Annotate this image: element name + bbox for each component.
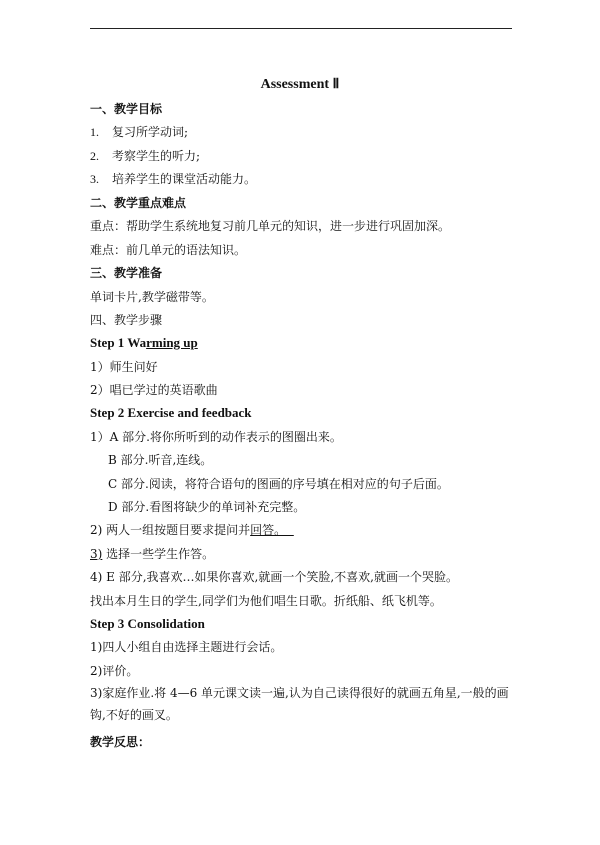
item-number: 2. [90,149,99,163]
list-item: 找出本月生日的学生,同学们为他们唱生日歌。折纸船、纸飞机等。 [90,594,442,608]
difficulty-text: 难点：前几单元的语法知识。 [90,243,247,257]
section-heading-steps: 四、教学步骤 [90,313,163,327]
list-item [90,148,200,164]
page-title: Assessment Ⅱ [260,77,340,92]
list-item: 1）A 部分.将你所听到的动作表示的图圈出来。 [90,430,342,444]
list-item: 3)家庭作业.将 4—6 单元课文读一遍,认为自己读得很好的就画五角星,一般的画钩,不好的画叉。 [90,686,509,722]
key-point-text: 重点：帮助学生系统地复习前几单元的知识，进一步进行巩固加深。 [90,219,451,233]
list-item [90,171,256,187]
step3-heading: Step 3 Consolidation [90,616,205,631]
list-item [90,546,214,562]
item-number: 3. [90,172,99,186]
item-text: 2) 两人一组按题目要求提问并 [90,523,251,537]
list-item: 1）师生问好 [90,360,158,374]
item-text-underlined: 回答。 [250,523,294,537]
reflection-heading: 教学反思： [90,735,151,749]
item-number: 3) [90,547,103,561]
list-item [90,522,294,538]
step1-heading [90,335,198,351]
list-item: D 部分.看图将缺少的单词补充完整。 [108,500,306,514]
list-item: 2)评价。 [90,664,139,678]
list-item: 2）唱已学过的英语歌曲 [90,383,218,397]
item-text: 考察学生的听力; [112,149,201,163]
preparation-text: 单词卡片,教学磁带等。 [90,290,214,304]
item-number: 1. [90,125,99,139]
list-item: 4) E 部分,我喜欢…如果你喜欢,就画一个笑脸,不喜欢,就画一个哭脸。 [90,570,458,584]
list-item: C 部分.阅读，将符合语句的图画的序号填在相对应的句子后面。 [108,477,449,491]
step2-heading: Step 2 Exercise and feedback [90,405,252,420]
section-heading-preparation: 三、教学准备 [90,266,163,280]
list-item: 1)四人小组自由选择主题进行会话。 [90,640,283,654]
header-rule [90,28,512,29]
list-item: B 部分.听音,连线。 [108,453,213,467]
list-item [90,124,188,140]
item-text: 选择一些学生作答。 [102,547,215,561]
section-heading-objectives: 一、教学目标 [90,102,163,116]
step1-heading-underlined: rming up [146,335,198,350]
item-text: 培养学生的课堂活动能力。 [112,172,257,186]
section-heading-key-points: 二、教学重点难点 [90,196,187,210]
item-text: 复习所学动词; [112,125,189,139]
step1-heading-start: Step 1 Wa [90,335,147,350]
